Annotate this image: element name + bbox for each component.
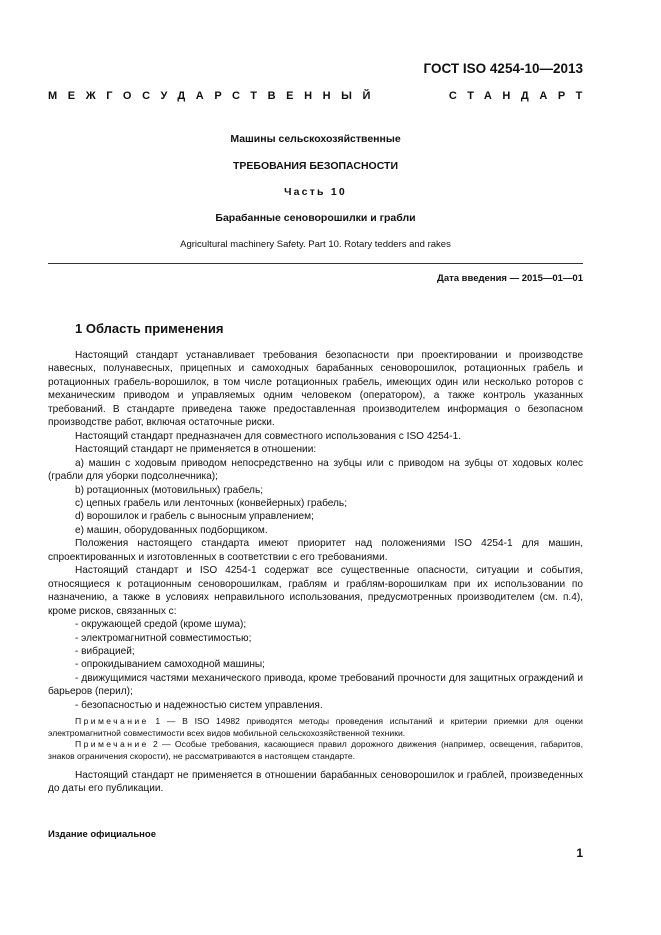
document-title-line1: Машины сельскохозяйственные — [230, 133, 401, 145]
document-title-line2: ТРЕБОВАНИЯ БЕЗОПАСНОСТИ — [232, 160, 398, 172]
note-text: 2 — Особые требования, касающиеся правил дорожного движения (например, освещения, габаритов, знаков ограничения скорости), не рассматриваются в настоящем стандарте. — [48, 739, 583, 762]
list-item: - окружающей средой (кроме шума); — [75, 619, 247, 631]
list-item: e) машин, оборудованных подборщиком. — [75, 524, 268, 536]
section-body — [48, 349, 583, 796]
document-subtitle: Барабанные сеноворошилки и грабли — [215, 212, 416, 224]
list-item: b) ротационных (мотовильных) грабель; — [75, 484, 264, 496]
list-item: - движущимися частями механического привода, кроме требований прочности для защитных ограждений и барьеров (перил); — [48, 672, 583, 698]
paragraph: Настоящий стандарт не применяется в отношении: — [75, 444, 317, 456]
note-label: Примечание — [75, 739, 149, 750]
section-title: 1 Область применения — [75, 321, 224, 336]
list-item: - вибрацией; — [75, 645, 135, 657]
note-1 — [48, 716, 583, 739]
standard-number: ГОСТ ISO 4254-10—2013 — [423, 61, 583, 76]
list-item: - опрокидыванием самоходной машины; — [75, 659, 265, 671]
interstate-word: МЕЖГОСУДАРСТВЕННЫЙ — [48, 90, 382, 102]
note-label: Примечание — [75, 716, 149, 727]
header-divider — [48, 263, 583, 264]
note-text: 1 — В ISO 14982 приводятся методы проведения испытаний и критерии приемки для оценки электромагнитной совместимости всех видов мобильной сельскохозяйственной техники. — [48, 716, 583, 738]
list-item: - безопасностью и надежностью систем управления. — [75, 699, 323, 711]
standard-word: СТАНДАРТ — [448, 90, 593, 102]
paragraph: Настоящий стандарт устанавливает требования безопасности при проектировании и производстве навесных, полунавесных, прицепных и самоходных барабанных сеноворошилок, ротационных грабель и ротационных грабель-ворошилок, в том числе ротационных грабель, имеющих один или несколько роторов с механическим приводом и управляемых одним человеком (оператором), а также контроль указанных требований. В стандарте приведена также предоставленная производителем информация о безопасном производстве работ, включая остаточные риски. — [48, 350, 583, 429]
note-2 — [48, 739, 583, 762]
english-title: Agricultural machinery Safety. Part 10. Rotary tedders and rakes — [180, 239, 451, 250]
document-part-label: Часть 10 — [284, 186, 347, 198]
paragraph: Настоящий стандарт предназначен для совместного использования с ISO 4254-1. — [75, 430, 462, 442]
list-item: - электромагнитной совместимостью; — [75, 632, 252, 644]
introduction-date: Дата введения — 2015—01—01 — [437, 273, 583, 284]
interstate-standard-heading — [48, 90, 593, 102]
page-number: 1 — [576, 846, 583, 860]
list-item: d) ворошилок и грабель с выносным управлением; — [75, 511, 314, 523]
paragraph: Настоящий стандарт и ISO 4254-1 содержат все существенные опасности, ситуации и события, относящиеся к ротационным сеноворошилкам, граблям и граблям-ворошилкам при их использовании по назначению, а также в условиях неправильного использования, предусмотренных производителем (см. п.4), кроме рисков, связанных с: — [48, 565, 583, 617]
list-item: c) цепных грабель или ленточных (конвейерных) грабель; — [75, 497, 347, 509]
official-edition-label: Издание официальное — [48, 829, 156, 840]
list-item: а) машин с ходовым приводом непосредственно на зубцы или с приводом на зубцы от ходовых колес (грабли для уборки подсолнечника); — [48, 457, 583, 483]
paragraph: Настоящий стандарт не применяется в отношении барабанных сеноворошилок и граблей, произведенных до даты его публикации. — [48, 769, 583, 795]
paragraph: Положения настоящего стандарта имеют приоритет над положениями ISO 4254-1 для машин, спроектированных и изготовленных в соответствии с его требованиями. — [48, 538, 583, 563]
